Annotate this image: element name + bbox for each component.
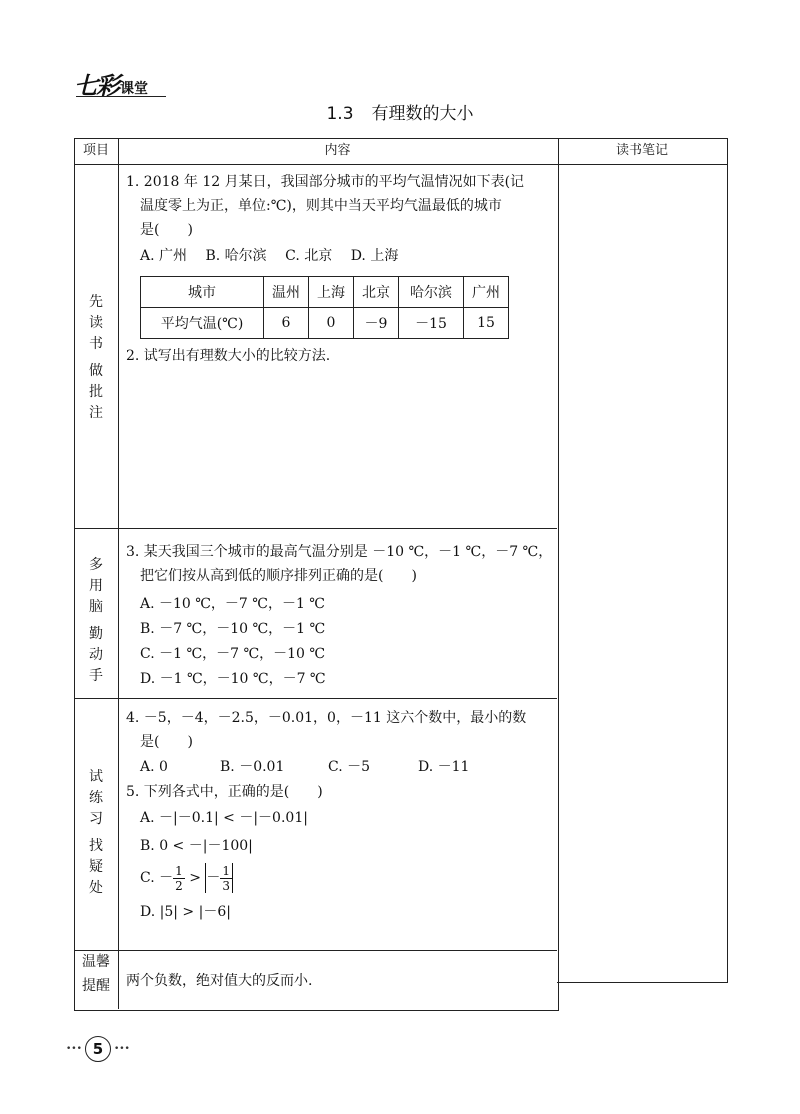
page-title	[0, 99, 800, 124]
header-item: 项目	[82, 143, 109, 158]
question-5-stem: 5. 下列各式中，正确的是( )	[126, 784, 323, 800]
table-cell: 哈尔滨	[399, 277, 464, 308]
logo-sub-text: 课堂	[120, 81, 148, 97]
logo-underline	[76, 96, 166, 97]
table-cell: －15	[399, 308, 464, 339]
table-cell: －9	[354, 308, 399, 339]
tip-text: 两个负数，绝对值大的反而小.	[126, 973, 313, 989]
section-label-read-b: 做批注	[89, 363, 103, 421]
q5-option-c-compare: >	[184, 870, 206, 886]
section-label-read	[74, 292, 118, 424]
q1-option-d: D. 上海	[350, 248, 399, 264]
city-temperature-table	[140, 276, 509, 339]
table-cell: 6	[264, 308, 309, 339]
q5-option-a: A. －|－0.1| < －|－0.01|	[140, 810, 308, 826]
q5-option-d: D. |5| > |－6|	[140, 904, 231, 920]
section-label-practice-b: 找疑处	[89, 838, 103, 896]
table-cell: 上海	[309, 277, 354, 308]
section-number: 1.3	[326, 104, 354, 124]
section-title: 有理数的大小	[371, 104, 474, 124]
question-2: 2. 试写出有理数大小的比较方法.	[126, 348, 331, 364]
question-1-line-2: 温度零上为正，单位:℃)，则其中当天平均气温最低的城市	[140, 198, 502, 214]
question-4-line-2: 是( )	[140, 734, 193, 750]
q3-option-c: C. －1 ℃，－7 ℃，－10 ℃	[140, 646, 326, 662]
q4-option-a: A. 0	[140, 759, 168, 775]
question-4-options	[140, 755, 469, 780]
fraction-denominator: 2	[175, 878, 183, 893]
fraction-one-half	[173, 864, 185, 893]
header-divider	[74, 164, 727, 165]
table-header-row	[141, 277, 509, 308]
tip-label-b: 提醒	[82, 978, 110, 994]
q1-option-c: C. 北京	[285, 248, 333, 264]
q5-option-c	[140, 860, 233, 896]
q3-option-b: B. －7 ℃，－10 ℃，－1 ℃	[140, 621, 326, 637]
q1-option-b: B. 哈尔滨	[205, 248, 267, 264]
q4-option-d: D. －11	[418, 759, 470, 775]
reading-notes-column	[557, 138, 728, 983]
section-label-read-a: 先读书	[89, 294, 103, 352]
section-divider-3	[74, 950, 557, 951]
question-4-line-1: 4. －5，－4，－2.5，－0.01，0，－11 这六个数中，最小的数	[126, 710, 527, 726]
abs-bar-right	[232, 863, 233, 893]
q5-option-c-sign: －	[206, 870, 221, 886]
question-3-options	[140, 592, 326, 692]
question-1	[126, 170, 524, 242]
header-content: 内容	[324, 143, 351, 158]
question-4	[126, 706, 526, 754]
logo-main-text: 七彩	[74, 72, 118, 100]
dots-right-icon: •••	[113, 1044, 130, 1054]
q4-option-c: C. －5	[328, 759, 371, 775]
table-cell: 广州	[464, 277, 509, 308]
table-cell: 15	[464, 308, 509, 339]
table-cell: 平均气温(℃)	[141, 308, 264, 339]
table-cell: 城市	[141, 277, 264, 308]
table-row	[141, 308, 509, 339]
section-label-think	[74, 555, 118, 687]
q5-option-c-prefix: C. －	[140, 870, 174, 886]
item-column-divider	[118, 138, 119, 1009]
fraction-numerator: 1	[175, 863, 183, 878]
question-3	[126, 540, 552, 588]
question-1-line-1: 1. 2018 年 12 月某日，我国部分城市的平均气温情况如下表(记	[126, 174, 525, 190]
question-3-line-2: 把它们按从高到低的顺序排列正确的是( )	[140, 568, 417, 584]
question-1-line-3: 是( )	[140, 222, 193, 238]
tip-label-a: 温馨	[82, 954, 110, 970]
q1-option-a: A. 广州	[140, 248, 188, 264]
page-number: 5	[85, 1036, 111, 1062]
section-divider-2	[74, 698, 557, 699]
q3-option-a: A. －10 ℃，－7 ℃，－1 ℃	[140, 596, 325, 612]
page-number-badge	[66, 1036, 130, 1062]
section-label-practice-a: 试练习	[89, 769, 103, 827]
q3-option-d: D. －1 ℃，－10 ℃，－7 ℃	[140, 671, 326, 687]
question-1-options	[140, 244, 398, 269]
header-notes: 读书笔记	[615, 143, 668, 158]
section-label-think-b: 勤动手	[89, 626, 103, 684]
question-3-line-1: 3. 某天我国三个城市的最高气温分别是 －10 ℃，－1 ℃，－7 ℃，	[126, 544, 553, 560]
fraction-numerator: 1	[222, 863, 231, 878]
dots-left-icon: •••	[66, 1044, 82, 1054]
fraction-denominator: 3	[222, 878, 231, 893]
fraction-one-third	[220, 864, 232, 893]
table-cell: 北京	[354, 277, 399, 308]
section-label-think-a: 多用脑	[89, 557, 103, 615]
q4-option-b: B. －0.01	[220, 759, 285, 775]
table-cell: 温州	[264, 277, 309, 308]
q5-option-b: B. 0 < －|－100|	[140, 838, 253, 854]
table-cell: 0	[309, 308, 354, 339]
tip-label	[74, 950, 118, 998]
section-divider-1	[74, 528, 557, 529]
section-label-practice	[74, 767, 118, 899]
